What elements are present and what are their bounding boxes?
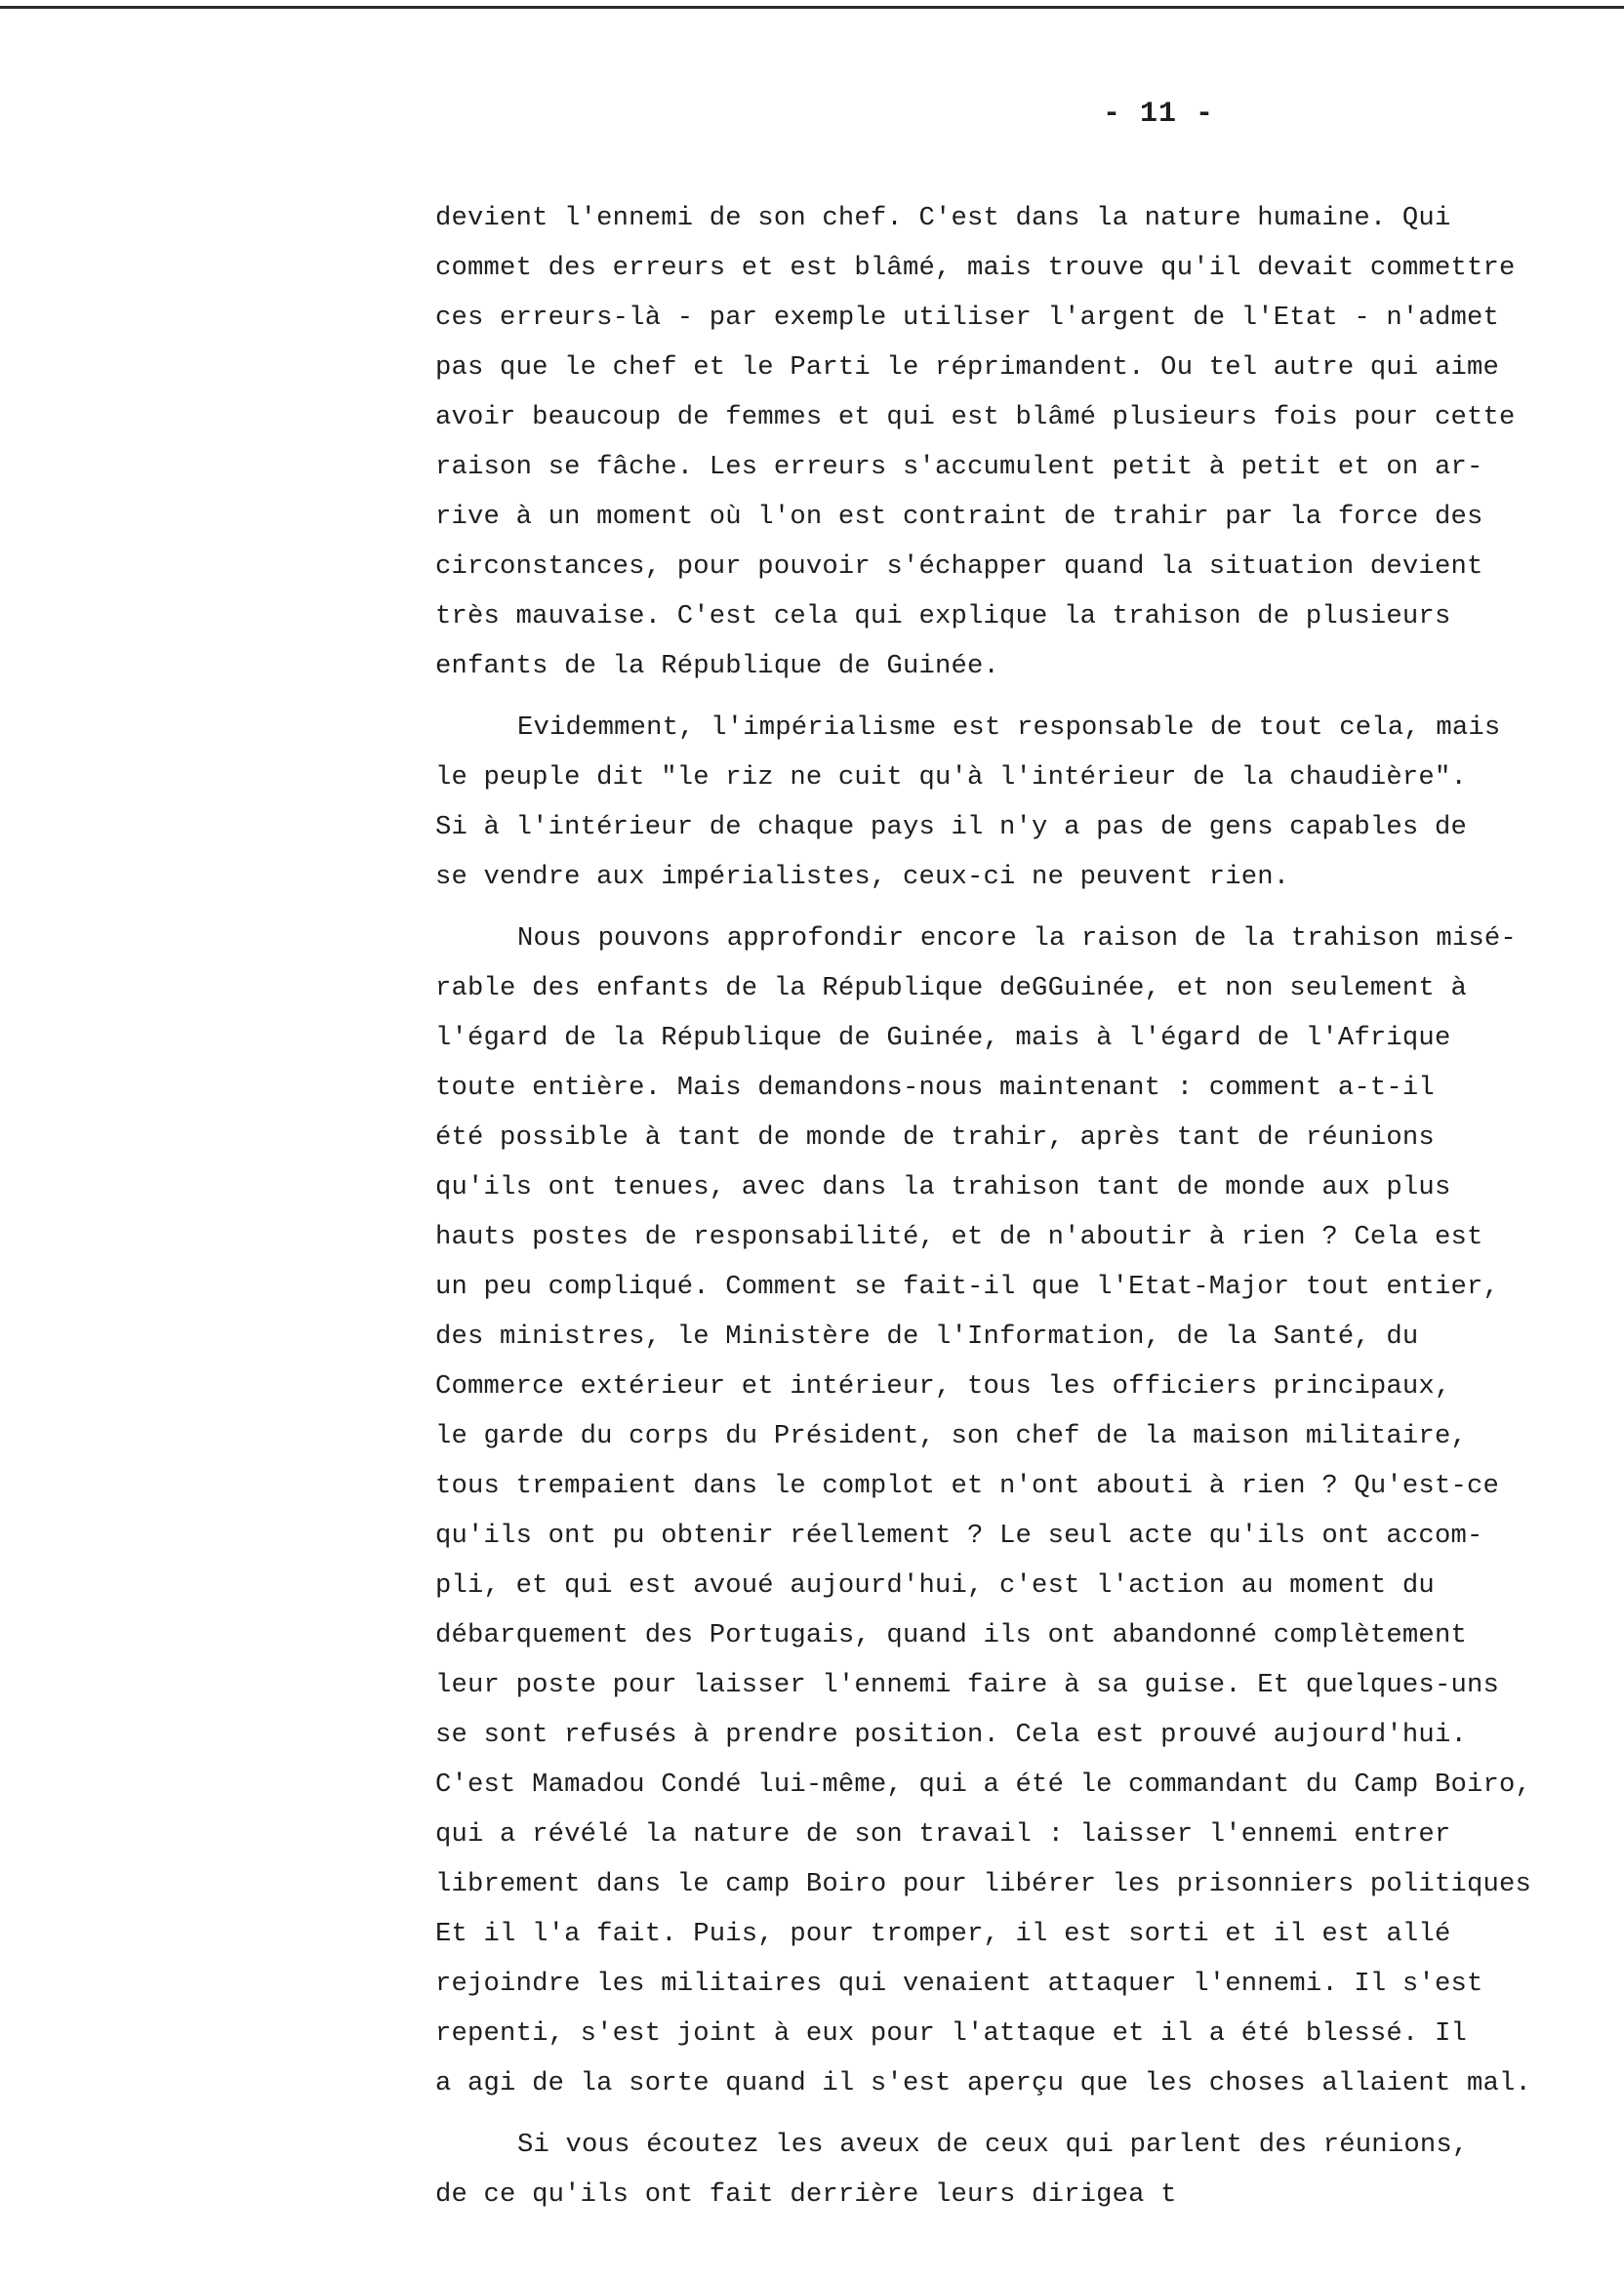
body-text: [435, 193, 1606, 2219]
text-line: raison se fâche. Les erreurs s'accumulent petit à petit et on ar-: [435, 452, 1483, 482]
text-line: été possible à tant de monde de trahir, après tant de réunions: [435, 1122, 1435, 1153]
text-line: Evidemment, l'impérialisme est responsable de tout cela, mais: [517, 712, 1501, 743]
text-line: se vendre aux impérialistes, ceux-ci ne peuvent rien.: [435, 862, 1290, 892]
text-line: C'est Mamadou Condé lui-même, qui a été le commandant du Camp Boiro,: [435, 1770, 1532, 1800]
text-line: rable des enfants de la République deGGuinée, et non seulement à: [435, 973, 1467, 1003]
text-line: repenti, s'est joint à eux pour l'attaque et il a été blessé. Il: [435, 2018, 1467, 2049]
text-line: leur poste pour laisser l'ennemi faire à sa guise. Et quelques-uns: [435, 1670, 1499, 1700]
text-line: rive à un moment où l'on est contraint de trahir par la force des: [435, 502, 1483, 532]
text-line: de ce qu'ils ont fait derrière leurs dirigea t: [435, 2179, 1177, 2210]
paragraph-3: [435, 914, 1606, 2108]
page-number: - 11 -: [1103, 98, 1215, 131]
text-line: Si vous écoutez les aveux de ceux qui parlent des réunions,: [517, 2130, 1469, 2160]
paragraph-1: [435, 193, 1606, 691]
text-line: qu'ils ont pu obtenir réellement ? Le seul acte qu'ils ont accom-: [435, 1521, 1483, 1551]
text-line: rejoindre les militaires qui venaient attaquer l'ennemi. Il s'est: [435, 1969, 1483, 1999]
text-line: l'égard de la République de Guinée, mais à l'égard de l'Afrique: [435, 1023, 1451, 1053]
text-line: circonstances, pour pouvoir s'échapper quand la situation devient: [435, 551, 1483, 582]
text-line: très mauvaise. C'est cela qui explique la trahison de plusieurs: [435, 601, 1451, 631]
text-line: commet des erreurs et est blâmé, mais trouve qu'il devait commettre: [435, 253, 1516, 283]
text-line: Et il l'a fait. Puis, pour tromper, il est sorti et il est allé: [435, 1919, 1451, 1949]
text-line: qui a révélé la nature de son travail : laisser l'ennemi entrer: [435, 1819, 1451, 1850]
text-line: toute entière. Mais demandons-nous maintenant : comment a-t-il: [435, 1073, 1435, 1103]
text-line: enfants de la République de Guinée.: [435, 651, 1000, 681]
text-line: débarquement des Portugais, quand ils ont abandonné complètement: [435, 1620, 1467, 1650]
text-line: se sont refusés à prendre position. Cela est prouvé aujourd'hui.: [435, 1720, 1467, 1750]
top-border-line: [0, 6, 1624, 9]
text-line: le peuple dit "le riz ne cuit qu'à l'intérieur de la chaudière".: [435, 762, 1467, 793]
text-line: Commerce extérieur et intérieur, tous les officiers principaux,: [435, 1371, 1451, 1402]
text-line: le garde du corps du Président, son chef de la maison militaire,: [435, 1421, 1467, 1451]
text-line: tous trempaient dans le complot et n'ont abouti à rien ? Qu'est-ce: [435, 1471, 1499, 1501]
text-line: des ministres, le Ministère de l'Information, de la Santé, du: [435, 1322, 1419, 1352]
text-line: pli, et qui est avoué aujourd'hui, c'est l'action au moment du: [435, 1570, 1435, 1601]
text-line: devient l'ennemi de son chef. C'est dans la nature humaine. Qui: [435, 203, 1451, 233]
text-line: avoir beaucoup de femmes et qui est blâmé plusieurs fois pour cette: [435, 402, 1516, 432]
text-line: hauts postes de responsabilité, et de n'aboutir à rien ? Cela est: [435, 1222, 1483, 1252]
text-line: Nous pouvons approfondir encore la raison de la trahison misé-: [517, 923, 1517, 954]
text-line: librement dans le camp Boiro pour libérer les prisonniers politiques: [435, 1869, 1532, 1899]
text-line: a agi de la sorte quand il s'est aperçu que les choses allaient mal.: [435, 2068, 1532, 2098]
paragraph-4: [435, 2120, 1606, 2219]
text-line: un peu compliqué. Comment se fait-il que l'Etat-Major tout entier,: [435, 1272, 1499, 1302]
text-line: Si à l'intérieur de chaque pays il n'y a pas de gens capables de: [435, 812, 1467, 842]
text-line: ces erreurs-là - par exemple utiliser l'argent de l'Etat - n'admet: [435, 303, 1499, 333]
text-line: qu'ils ont tenues, avec dans la trahison tant de monde aux plus: [435, 1172, 1451, 1202]
text-line: pas que le chef et le Parti le réprimandent. Ou tel autre qui aime: [435, 352, 1499, 383]
paragraph-2: [435, 703, 1606, 902]
